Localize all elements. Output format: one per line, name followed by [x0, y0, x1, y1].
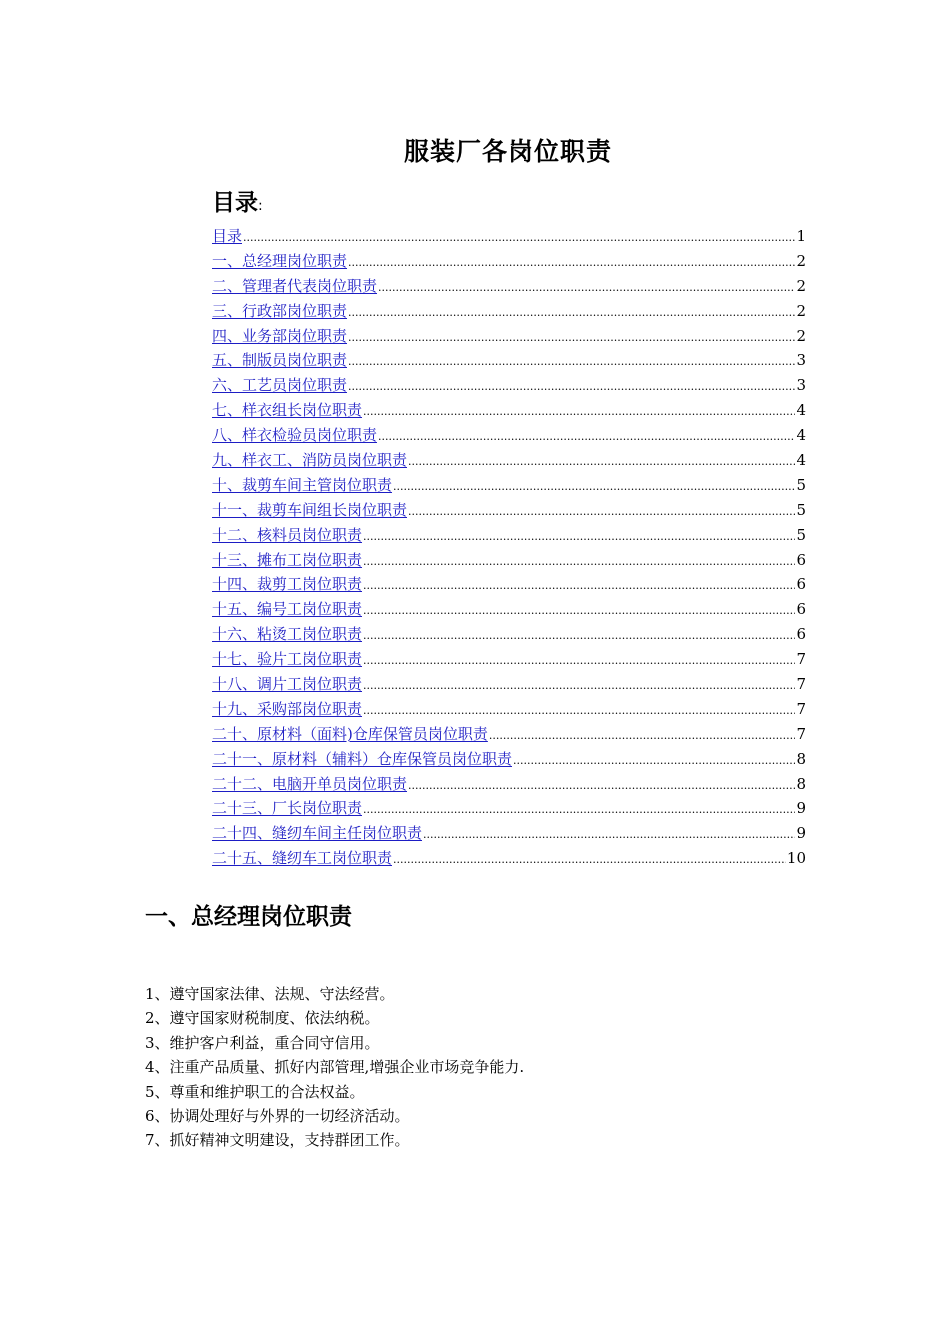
toc-page-number: 6: [796, 550, 806, 569]
toc-entry: [212, 796, 806, 821]
toc-page-number: 2: [796, 326, 806, 345]
toc-dot-leader: [363, 599, 795, 622]
toc-link[interactable]: 十一、裁剪车间组长岗位职责: [212, 500, 408, 519]
toc-link[interactable]: 十、裁剪车间主管岗位职责: [212, 475, 393, 494]
toc-dot-leader: [408, 500, 795, 523]
toc-dot-leader: [363, 525, 795, 548]
toc-dot-leader: [363, 699, 795, 722]
toc-dot-leader: [363, 550, 795, 573]
list-item: 3、维护客户利益，重合同守信用。: [145, 1033, 380, 1052]
toc-page-number: 9: [796, 799, 806, 818]
toc-entry: [212, 622, 806, 647]
list-item: 1、遵守国家法律、法规、守法经营。: [145, 985, 395, 1003]
toc-entry: [212, 249, 806, 274]
toc-entry: [212, 398, 806, 423]
table-of-contents: [212, 224, 806, 871]
toc-entry: [212, 473, 806, 498]
toc-entry: [212, 747, 806, 772]
toc-entry: [212, 672, 806, 697]
toc-dot-leader: [363, 624, 795, 647]
toc-page-number: 7: [796, 724, 806, 743]
toc-page-number: 9: [796, 824, 806, 843]
toc-entry: [212, 846, 806, 871]
toc-page-number: 3: [796, 376, 806, 395]
toc-entry: [212, 697, 806, 722]
toc-page-number: 8: [796, 749, 806, 768]
list-item: 2、遵守国家财税制度、依法纳税。: [145, 1009, 380, 1028]
toc-link[interactable]: 六、工艺员岗位职责: [212, 376, 348, 395]
toc-dot-leader: [363, 400, 795, 423]
toc-page-number: 7: [796, 650, 806, 669]
toc-entry: [212, 647, 806, 672]
toc-dot-leader: [489, 724, 796, 747]
toc-link[interactable]: 二十五、缝纫车工岗位职责: [212, 849, 393, 868]
duty-list: [145, 982, 524, 1153]
toc-page-number: 4: [796, 426, 806, 445]
toc-link[interactable]: 十九、采购部岗位职责: [212, 699, 363, 718]
toc-page-number: 2: [796, 276, 806, 295]
toc-link[interactable]: 二、管理者代表岗位职责: [212, 276, 378, 295]
toc-page-number: 6: [796, 575, 806, 594]
toc-dot-leader: [378, 425, 795, 448]
toc-dot-leader: [348, 251, 795, 274]
toc-entry: [212, 821, 806, 846]
toc-entry: [212, 572, 806, 597]
toc-page-number: 7: [796, 699, 806, 718]
toc-page-number: 7: [796, 675, 806, 694]
toc-link[interactable]: 三、行政部岗位职责: [212, 301, 348, 320]
toc-link[interactable]: 八、样衣检验员岗位职责: [212, 426, 378, 445]
toc-dot-leader: [363, 798, 795, 821]
toc-page-number: 10: [786, 849, 806, 868]
toc-page-number: 5: [796, 500, 806, 519]
toc-link[interactable]: 十六、粘烫工岗位职责: [212, 625, 363, 644]
toc-dot-leader: [378, 276, 795, 299]
toc-link[interactable]: 十八、调片工岗位职责: [212, 675, 363, 694]
toc-entry: [212, 448, 806, 473]
toc-dot-leader: [348, 301, 795, 324]
toc-dot-leader: [393, 475, 795, 498]
toc-entry: [212, 423, 806, 448]
toc-link[interactable]: 十三、摊布工岗位职责: [212, 550, 363, 569]
toc-entry: [212, 772, 806, 797]
toc-dot-leader: [348, 326, 795, 349]
toc-entry: [212, 722, 806, 747]
toc-page-number: 2: [796, 301, 806, 320]
toc-dot-leader: [513, 749, 795, 772]
toc-page-number: 5: [796, 525, 806, 544]
toc-link[interactable]: 四、业务部岗位职责: [212, 326, 348, 345]
list-item: 6、协调处理好与外界的一切经济活动。: [145, 1106, 410, 1125]
toc-heading: [212, 184, 263, 217]
toc-link[interactable]: 五、制版员岗位职责: [212, 351, 348, 370]
toc-entry: [212, 299, 806, 324]
toc-dot-leader: [423, 823, 795, 846]
toc-entry: [212, 548, 806, 573]
toc-dot-leader: [363, 574, 795, 597]
toc-entry: [212, 498, 806, 523]
toc-entry: [212, 373, 806, 398]
toc-page-number: 4: [796, 401, 806, 420]
toc-page-number: 3: [796, 351, 806, 370]
section-heading: 一、总经理岗位职责: [145, 904, 352, 930]
toc-link[interactable]: 十五、编号工岗位职责: [212, 600, 363, 619]
toc-page-number: 1: [796, 227, 806, 245]
toc-page-number: 8: [796, 774, 806, 793]
toc-dot-leader: [363, 649, 795, 672]
document-title: 服装厂各岗位职责: [403, 137, 612, 166]
toc-page-number: 2: [796, 251, 806, 270]
toc-link[interactable]: 十七、验片工岗位职责: [212, 650, 363, 669]
toc-page-number: 6: [796, 600, 806, 619]
toc-link[interactable]: 二十三、厂长岗位职责: [212, 799, 363, 818]
list-item: 7、抓好精神文明建设，支持群团工作。: [145, 1131, 410, 1150]
toc-dot-leader: [243, 226, 795, 249]
toc-heading-text: 目录: [212, 190, 258, 216]
toc-link[interactable]: 十四、裁剪工岗位职责: [212, 575, 363, 594]
toc-dot-leader: [348, 375, 795, 398]
toc-dot-leader: [408, 774, 795, 797]
toc-entry: [212, 348, 806, 373]
list-item: 5、尊重和维护职工的合法权益。: [145, 1082, 365, 1101]
toc-dot-leader: [393, 848, 786, 871]
toc-entry: [212, 324, 806, 349]
toc-entry: [212, 523, 806, 548]
toc-entry: [212, 224, 806, 249]
toc-link[interactable]: 二十四、缝纫车间主任岗位职责: [212, 824, 423, 843]
toc-link[interactable]: 目录: [212, 227, 243, 245]
toc-link[interactable]: 二十、原材料（面料)仓库保管员岗位职责: [212, 724, 488, 743]
toc-entry: [212, 274, 806, 299]
toc-entry: [212, 597, 806, 622]
toc-page-number: 4: [796, 451, 806, 470]
toc-link[interactable]: 十二、核料员岗位职责: [212, 525, 363, 544]
toc-link[interactable]: 九、样衣工、消防员岗位职责: [212, 451, 408, 470]
list-item: 4、注重产品质量、抓好内部管理,增强企业市场竞争能力.: [145, 1058, 525, 1077]
toc-dot-leader: [363, 674, 795, 697]
toc-link[interactable]: 二十二、电脑开单员岗位职责: [212, 774, 408, 793]
toc-page-number: 6: [796, 625, 806, 644]
toc-link[interactable]: 七、样衣组长岗位职责: [212, 401, 363, 420]
toc-dot-leader: [408, 450, 795, 473]
toc-heading-colon: :: [258, 198, 263, 214]
toc-link[interactable]: 二十一、原材料（辅料）仓库保管员岗位职责: [212, 749, 513, 768]
toc-link[interactable]: 一、总经理岗位职责: [212, 251, 348, 270]
toc-dot-leader: [348, 350, 795, 373]
toc-page-number: 5: [796, 475, 806, 494]
